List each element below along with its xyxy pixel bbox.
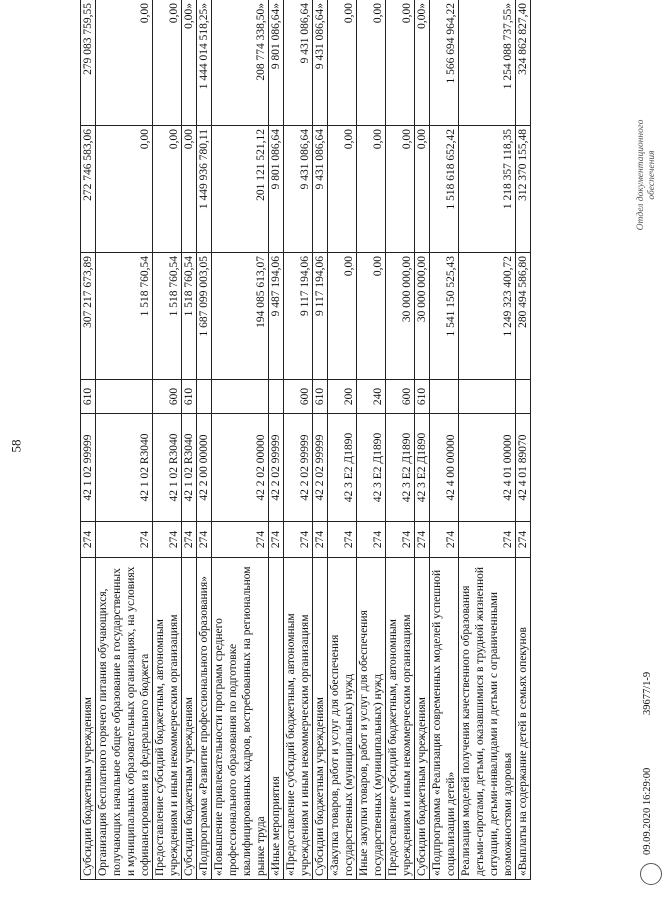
row-value-2: 0,00 (153, 126, 182, 253)
row-vr (430, 380, 459, 414)
row-value-1: 280 494 586,80 (516, 253, 531, 380)
table-row (328, 0, 357, 880)
row-value-1: 1 518 760,54 (153, 253, 182, 380)
table-row (153, 0, 182, 880)
row-code: 274 (415, 522, 430, 558)
row-value-3: 9 801 086,64» (269, 0, 284, 126)
row-name: «Повышение привлекательности программ среднего профессионального образования по подготовке квалифицированных кадров, востребованных на региональном рынке труда (212, 558, 269, 880)
row-value-2: 0,00 (328, 126, 357, 253)
row-csr: 42 2 02 99999 (269, 414, 284, 522)
row-vr: 610 (313, 380, 328, 414)
row-value-2: 1 518 618 652,42 (430, 126, 459, 253)
row-name: Субсидии бюджетным учреждениям (81, 558, 96, 880)
row-code: 274 (269, 522, 284, 558)
row-code: 274 (212, 522, 269, 558)
row-name: Предоставление субсидий бюджетным, автономным учреждениям и иным некоммерческим организациям (386, 558, 415, 880)
row-value-3: 1 566 694 964,22 (430, 0, 459, 126)
row-name: «Закупка товаров, работ и услуг для обеспечения государственных (муниципальных) нужд (328, 558, 357, 880)
row-value-2: 0,00 (386, 126, 415, 253)
row-code: 274 (459, 522, 516, 558)
row-value-1: 9 117 194,06 (284, 253, 313, 380)
row-vr (96, 380, 153, 414)
row-vr: 600 (284, 380, 313, 414)
row-value-1: 0,00 (328, 253, 357, 380)
row-csr: 42 4 01 00000 (459, 414, 516, 522)
row-vr (197, 380, 212, 414)
row-value-1: 1 518 760,54 (96, 253, 153, 380)
row-value-2: 1 449 936 780,11 (197, 126, 212, 253)
table-row (182, 0, 197, 880)
row-vr: 200 (328, 380, 357, 414)
row-name: «Подпрограмма «Реализация современных моделей успешной социализации детей» (430, 558, 459, 880)
footer-datetime: 09.09.2020 16:29:00 (642, 767, 653, 855)
row-csr: 42 3 Е2 Д1890 (415, 414, 430, 522)
row-value-1: 1 518 760,54 (182, 253, 197, 380)
row-value-3: 1 444 014 518,25» (197, 0, 212, 126)
row-csr: 42 1 02 99999 (81, 414, 96, 522)
row-csr: 42 2 02 99999 (284, 414, 313, 522)
row-name: Субсидии бюджетным учреждениям (182, 558, 197, 880)
row-value-1: 30 000 000,00 (386, 253, 415, 380)
row-value-2: 9 801 086,64 (269, 126, 284, 253)
row-name: Иные закупки товаров, работ и услуг для обеспечения государственных (муниципальных) нужд (357, 558, 386, 880)
row-value-3: 0,00» (182, 0, 197, 126)
row-code: 274 (313, 522, 328, 558)
row-value-3: 9 431 086,64 (284, 0, 313, 126)
row-vr: 610 (182, 380, 197, 414)
row-code: 274 (328, 522, 357, 558)
table-row (357, 0, 386, 880)
row-value-1: 9 487 194,06 (269, 253, 284, 380)
row-code: 274 (96, 522, 153, 558)
table-row (430, 0, 459, 880)
row-name: «Подпрограмма «Развитие профессионального образования» (197, 558, 212, 880)
row-value-2: 272 746 583,06 (81, 126, 96, 253)
row-value-3: 0,00 (386, 0, 415, 126)
row-value-3: 279 083 759,55 (81, 0, 96, 126)
stamp-logo-icon (640, 863, 662, 885)
table-row (459, 0, 516, 880)
row-code: 274 (516, 522, 531, 558)
row-value-1: 9 117 194,06 (313, 253, 328, 380)
row-value-1: 1 541 150 525,43 (430, 253, 459, 380)
row-value-1: 1 687 099 003,05 (197, 253, 212, 380)
row-value-2: 9 431 086,64 (284, 126, 313, 253)
row-vr: 600 (153, 380, 182, 414)
row-name: Реализация моделей получения качественного образования детьми-сиротами, детьми, оказавшимися в трудной жизненной ситуации, детьми-инвалидами и детьми с ограниченными возможностями здоровья (459, 558, 516, 880)
table-row (284, 0, 313, 880)
table-row (81, 0, 96, 880)
row-value-2: 0,00 (415, 126, 430, 253)
row-value-2: 0,00 (96, 126, 153, 253)
row-name: Субсидии бюджетным учреждениям (313, 558, 328, 880)
row-csr: 42 1 02 R3040 (182, 414, 197, 522)
row-vr (212, 380, 269, 414)
row-csr: 42 3 Е2 Д1890 (357, 414, 386, 522)
row-value-2: 1 218 357 118,35 (459, 126, 516, 253)
row-value-3: 324 862 827,40 (516, 0, 531, 126)
row-value-3: 1 254 088 737,55» (459, 0, 516, 126)
row-csr: 42 2 02 00000 (212, 414, 269, 522)
row-name: Организация бесплатного горячего питания обучающихся, получающих начальное общее образование в государственных и муниципальных образовательных организациях, на условиях софинансирования из федерального бюджета (96, 558, 153, 880)
row-value-3: 0,00» (415, 0, 430, 126)
table-row (313, 0, 328, 880)
row-value-3: 208 774 338,50» (212, 0, 269, 126)
row-value-3: 0,00 (153, 0, 182, 126)
row-value-1: 307 217 673,89 (81, 253, 96, 380)
table-row (415, 0, 430, 880)
page-footer (636, 0, 666, 885)
row-name: «Иные мероприятия (269, 558, 284, 880)
row-name: Предоставление субсидий бюджетным, автономным учреждениям и иным некоммерческим организациям (153, 558, 182, 880)
row-value-2: 201 121 521,12 (212, 126, 269, 253)
row-code: 274 (357, 522, 386, 558)
row-value-3: 9 431 086,64» (313, 0, 328, 126)
table-row (516, 0, 531, 880)
row-vr: 240 (357, 380, 386, 414)
row-value-1: 194 085 613,07 (212, 253, 269, 380)
row-code: 274 (197, 522, 212, 558)
row-code: 274 (386, 522, 415, 558)
row-vr (459, 380, 516, 414)
row-value-3: 0,00 (328, 0, 357, 126)
footer-department (636, 115, 658, 235)
table-row (269, 0, 284, 880)
row-value-1: 0,00 (357, 253, 386, 380)
row-value-1: 1 249 323 400,72 (459, 253, 516, 380)
table-row (386, 0, 415, 880)
row-code: 274 (284, 522, 313, 558)
row-code: 274 (430, 522, 459, 558)
row-code: 274 (182, 522, 197, 558)
budget-table (80, 0, 531, 880)
table-body (81, 0, 531, 880)
row-vr: 610 (415, 380, 430, 414)
row-value-2: 312 370 155,48 (516, 126, 531, 253)
row-csr: 42 2 02 99999 (313, 414, 328, 522)
row-vr (516, 380, 531, 414)
row-name: Субсидии бюджетным учреждениям (415, 558, 430, 880)
table-row (197, 0, 212, 880)
row-value-3: 0,00 (96, 0, 153, 126)
row-csr: 42 1 02 R3040 (96, 414, 153, 522)
row-value-1: 30 000 000,00 (415, 253, 430, 380)
footer-doc-id: 39677/1-9 (642, 671, 653, 715)
page-number: 58 (8, 439, 24, 453)
row-csr: 42 4 00 00000 (430, 414, 459, 522)
row-vr: 610 (81, 380, 96, 414)
row-name: «Предоставление субсидий бюджетным, автономным учреждениям и иным некоммерческим организациям (284, 558, 313, 880)
row-value-2: 0,00 (357, 126, 386, 253)
row-vr: 600 (386, 380, 415, 414)
row-value-2: 9 431 086,64 (313, 126, 328, 253)
row-code: 274 (81, 522, 96, 558)
table-row (212, 0, 269, 880)
footer-department-line: обеспечения (647, 150, 657, 200)
row-value-3: 0,00 (357, 0, 386, 126)
row-csr: 42 2 00 00000 (197, 414, 212, 522)
row-value-2: 0,00 (182, 126, 197, 253)
footer-department-line: Отдел документационного (636, 119, 646, 231)
row-csr: 42 3 Е2 Д1890 (386, 414, 415, 522)
row-csr: 42 3 Е2 Д1890 (328, 414, 357, 522)
row-csr: 42 4 01 89070 (516, 414, 531, 522)
row-vr (269, 380, 284, 414)
row-csr: 42 1 02 R3040 (153, 414, 182, 522)
row-code: 274 (153, 522, 182, 558)
table-row (96, 0, 153, 880)
row-name: «Выплаты на содержание детей в семьях опекунов (516, 558, 531, 880)
